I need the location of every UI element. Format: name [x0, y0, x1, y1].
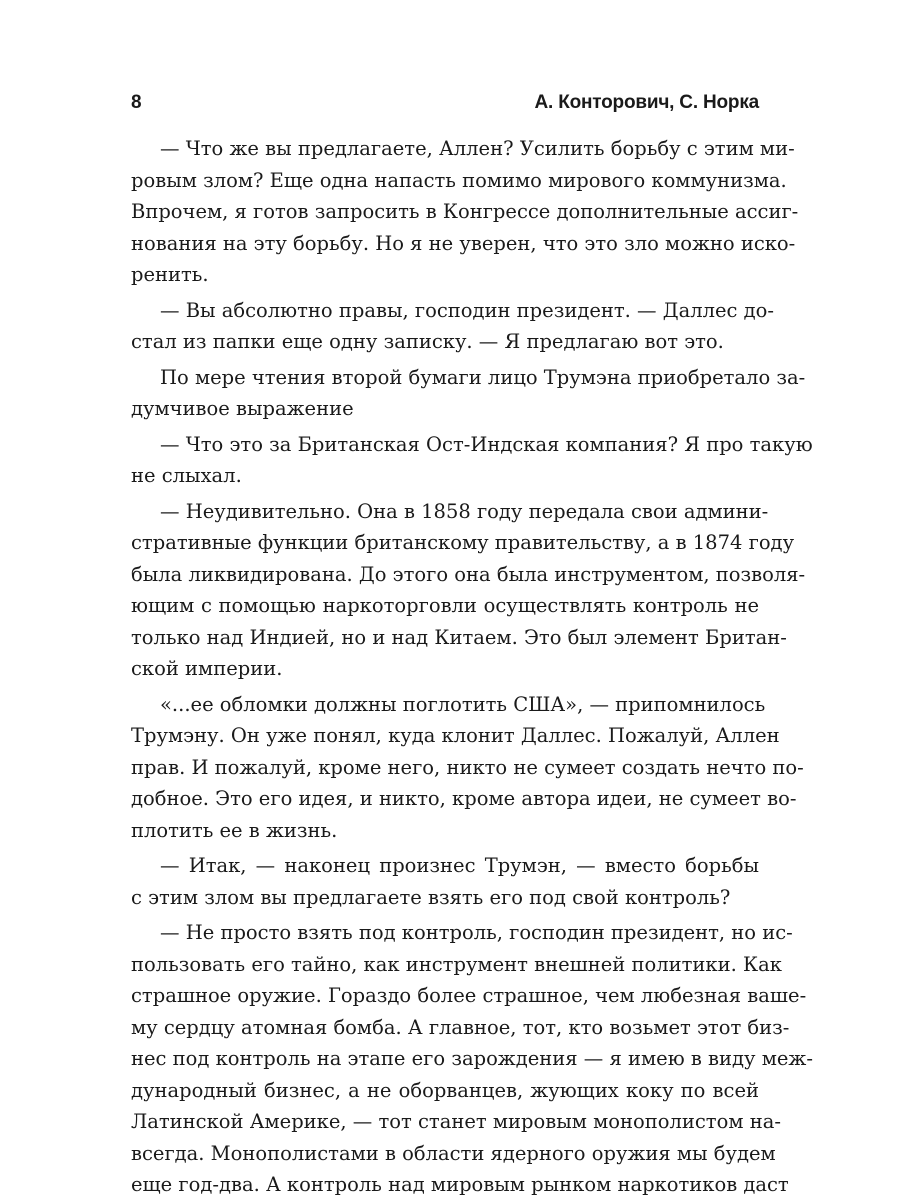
text-line: — Вы абсолютно правы, господин президент. — Даллес до-	[160, 298, 775, 322]
text-line: страшное оружие. Гораздо более страшное, чем любезная ваше-	[131, 984, 807, 1007]
text-line: Латинской Америке, — тот станет мировым монополистом на-	[131, 1110, 781, 1133]
paragraph	[131, 133, 799, 291]
text-line: дународный бизнес, а не оборванцев, жующих коку по всей	[131, 1078, 759, 1102]
text-line: «...ее обломки должны поглотить США», — припомнилось	[160, 692, 766, 716]
text-line: — Неудивительно. Она в 1858 году передала свои админи-	[160, 499, 769, 523]
paragraph	[131, 689, 804, 847]
text-line: ющим с помощью наркоторговли осуществлять контроль не	[131, 594, 759, 617]
running-head: А. Конторович, С. Норка	[534, 92, 759, 113]
paragraph	[131, 295, 775, 358]
text-line: Впрочем, я готов запросить в Конгрессе дополнительные ассиг-	[131, 200, 799, 223]
text-line: стал из папки еще одну записку. — Я предлагаю вот это.	[131, 330, 724, 353]
paragraph	[131, 429, 813, 492]
text-line: му сердцу атомная бомба. А главное, тот, кто возьмет этот биз-	[131, 1015, 790, 1039]
text-line: была ликвидирована. До этого она была инструментом, позволя-	[131, 562, 806, 586]
text-line: — Что это за Британская Ост-Индская компания? Я про такую	[160, 432, 813, 456]
text-line: плотить ее в жизнь.	[131, 818, 338, 842]
paragraph	[131, 362, 806, 425]
body-text	[131, 133, 813, 1201]
text-line: прав. И пожалуй, кроме него, никто не сумеет создать нечто по-	[131, 755, 804, 779]
text-line: ской империи.	[131, 657, 283, 680]
text-line: пользовать его тайно, как инструмент внешней политики. Как	[131, 952, 782, 976]
text-line: — Не просто взять под контроль, господин президент, но ис-	[160, 921, 793, 944]
text-line: — Что же вы предлагаете, Аллен? Усилить борьбу с этим ми-	[160, 137, 795, 160]
text-line: стративные функции британскому правительству, а в 1874 году	[131, 531, 795, 554]
text-line: — Итак, — наконец произнес Трумэн, — вместо борьбы	[160, 854, 759, 877]
text-line: с этим злом вы предлагаете взять его под свой контроль?	[131, 885, 731, 909]
text-line: ровым злом? Еще одна напасть помимо мирового коммунизма.	[131, 168, 787, 192]
paragraph	[131, 496, 806, 685]
text-line: По мере чтения второй бумаги лицо Трумэна приобретало за-	[160, 365, 806, 389]
page-header	[131, 88, 759, 118]
page-number: 8	[131, 92, 142, 113]
paragraph	[131, 917, 813, 1201]
text-line: добное. Это его идея, и никто, кроме автора идеи, не сумеет во-	[131, 787, 797, 810]
text-line: только над Индией, но и над Китаем. Это был элемент Британ-	[131, 625, 787, 649]
text-line: еще год-два. А контроль над мировым рынком наркотиков даст	[131, 1173, 789, 1196]
text-line: нования на эту борьбу. Но я не уверен, что это зло можно иско-	[131, 231, 796, 255]
text-line: не слыхал.	[131, 464, 242, 487]
text-line: Трумэну. Он уже понял, куда клонит Даллес. Пожалуй, Аллен	[131, 724, 780, 747]
paragraph	[131, 850, 759, 913]
text-line: ренить.	[131, 263, 209, 286]
text-line: думчивое выражение	[131, 397, 354, 420]
text-line: нес под контроль на этапе его зарождения — я имею в виду меж-	[131, 1047, 813, 1070]
text-line: всегда. Монополистами в области ядерного оружия мы будем	[131, 1141, 776, 1165]
